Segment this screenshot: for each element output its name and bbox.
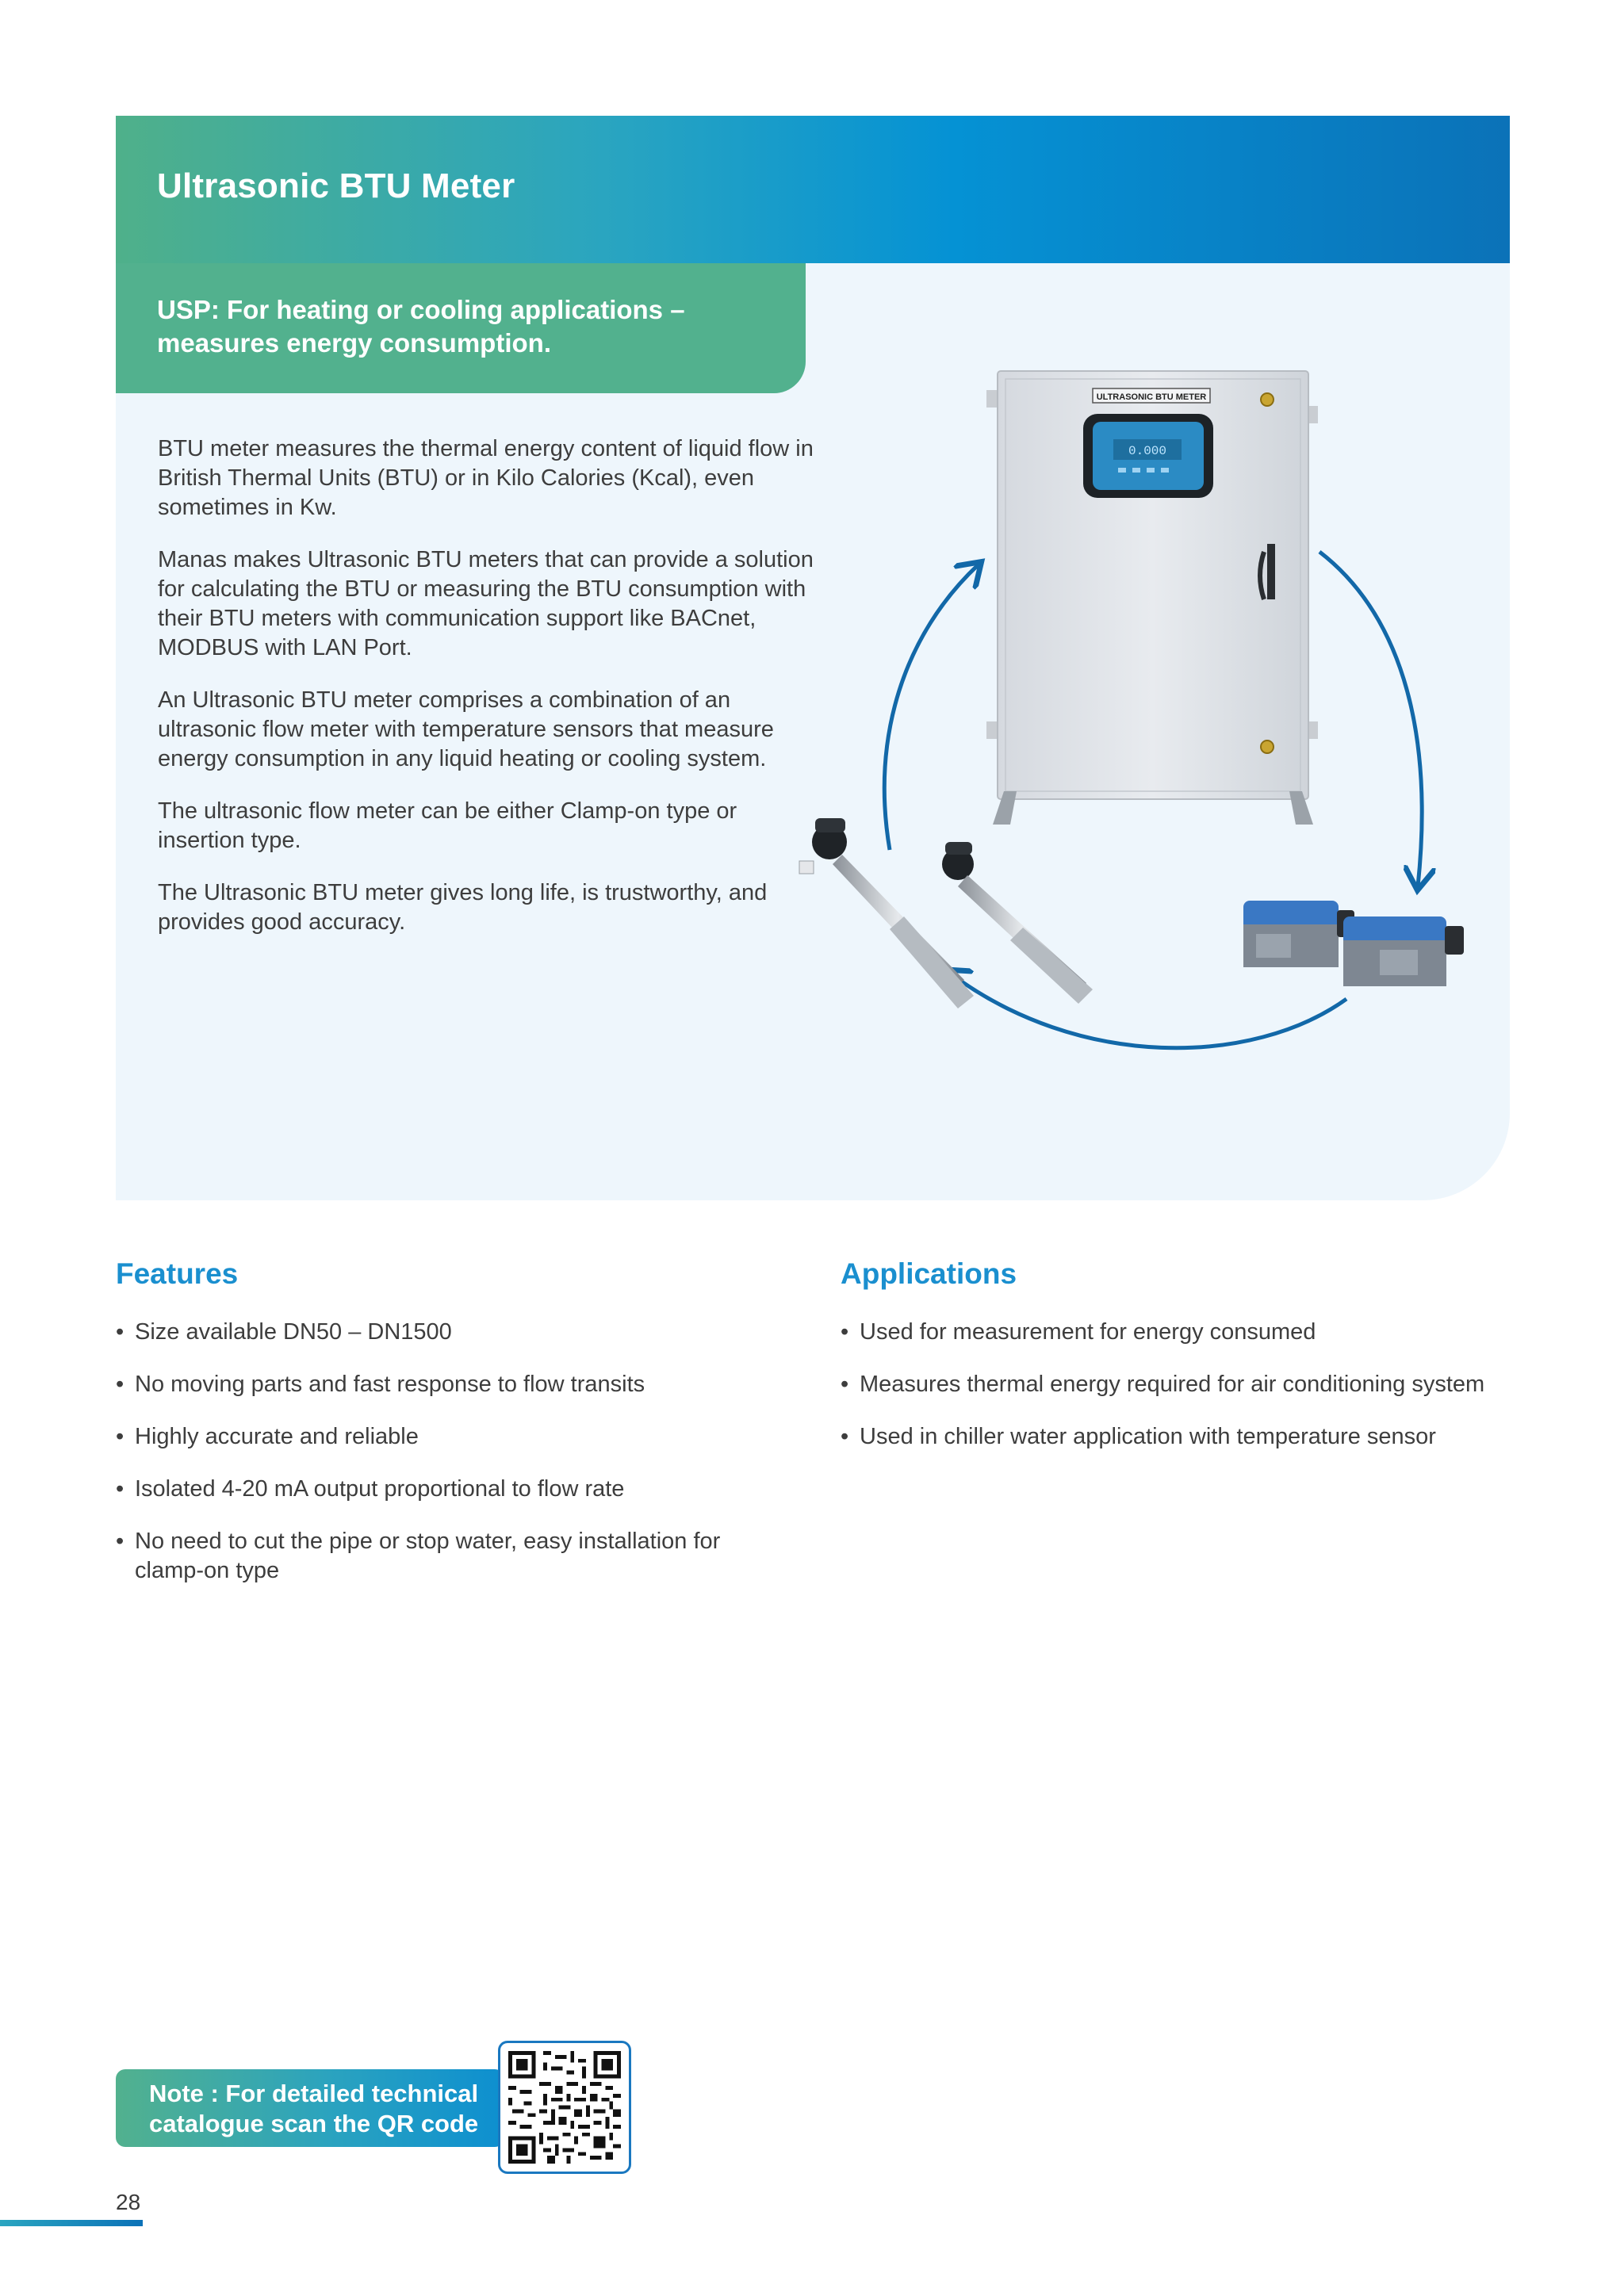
- product-figure: [777, 357, 1491, 1078]
- list-item: • Used in chiller water application with temperature sensor: [841, 1422, 1491, 1452]
- header-band: [116, 116, 1510, 263]
- intro-paragraph: The Ultrasonic BTU meter gives long life, is trustworthy, and provides good accuracy.: [158, 880, 768, 935]
- qr-note-box: [116, 2069, 504, 2147]
- page-footer-bar: [0, 2220, 143, 2226]
- intro-paragraph: Manas makes Ultrasonic BTU meters that can provide a solution for calculating the BTU or measuring the BTU consumption with their BTU meters with communication support like BACnet, MODBUS with LAN Port.: [158, 547, 814, 660]
- qr-note-text: Note : For detailed technical catalogue scan the QR code: [149, 2080, 479, 2137]
- intro-paragraph: An Ultrasonic BTU meter comprises a combination of an ultrasonic flow meter with temperature sensors that measure energy consumption in any liquid heating or cooling system.: [158, 687, 774, 771]
- intro-paragraph: The ultrasonic flow meter can be either Clamp-on type or insertion type.: [158, 798, 737, 853]
- applications-list: [841, 1318, 1491, 1475]
- features-list: [116, 1318, 766, 1609]
- list-item: • Measures thermal energy required for air conditioning system: [841, 1370, 1491, 1399]
- page-number: 28: [116, 2190, 141, 2214]
- ultrasonic-transducer-2: [1343, 916, 1464, 986]
- list-item: • Used for measurement for energy consumed: [841, 1318, 1491, 1347]
- list-item: • No moving parts and fast response to flow transits: [116, 1370, 766, 1399]
- features-heading: Features: [116, 1257, 239, 1290]
- intro-text: [158, 434, 824, 960]
- arrow-right: [1320, 552, 1422, 886]
- arrow-bottom: [948, 972, 1346, 1048]
- page-title: Ultrasonic BTU Meter: [157, 166, 515, 205]
- applications-heading: Applications: [841, 1257, 1017, 1290]
- ultrasonic-transducer-1: [1243, 901, 1354, 967]
- qr-code[interactable]: [498, 2041, 631, 2174]
- intro-paragraph: BTU meter measures the thermal energy content of liquid flow in British Thermal Units (BTU) or in Kilo Calories (Kcal), even sometimes in Kw.: [158, 436, 814, 520]
- list-item: • Isolated 4-20 mA output proportional to flow rate: [116, 1475, 766, 1504]
- temperature-sensor-2: [942, 842, 1093, 1004]
- panel-label: ULTRASONIC BTU METER: [1096, 392, 1207, 402]
- list-item: • No need to cut the pipe or stop water, easy installation for clamp-on type: [116, 1527, 766, 1586]
- arrow-left: [884, 564, 979, 850]
- usp-text: USP: For heating or cooling applications – measures energy consumption.: [157, 295, 685, 358]
- display-reading: 0.000: [1128, 444, 1167, 458]
- btu-meter-cabinet: [986, 371, 1318, 825]
- usp-banner: [116, 263, 806, 393]
- qr-code-icon: [508, 2051, 621, 2164]
- list-item: • Size available DN50 – DN1500: [116, 1318, 766, 1347]
- list-item: • Highly accurate and reliable: [116, 1422, 766, 1452]
